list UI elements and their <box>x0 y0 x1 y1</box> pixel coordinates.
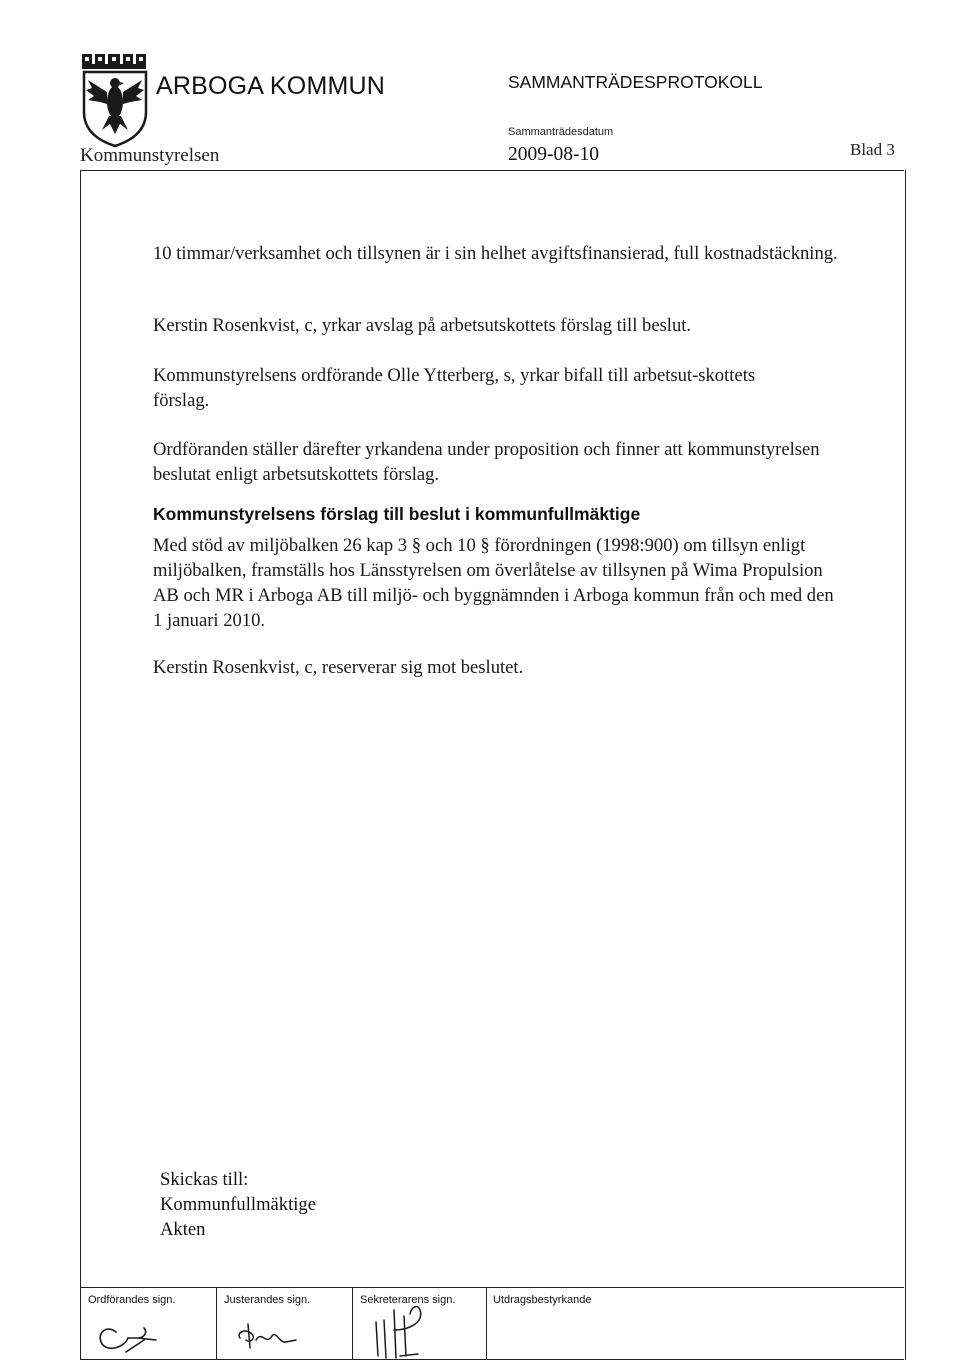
distribution-list <box>160 1167 316 1242</box>
footer-column-divider <box>486 1288 487 1360</box>
distribution-label: Skickas till: <box>160 1169 249 1190</box>
chairman-signature <box>86 1310 186 1354</box>
distribution-recipient: Kommunfullmäktige <box>160 1194 316 1215</box>
paragraph-proposition: Ordföranden ställer därefter yrkandena under proposition och finner att kommunstyrelsen beslutat enligt arbetsutskottets förslag. <box>153 439 820 485</box>
section-heading: Kommunstyrelsens förslag till beslut i kommunfullmäktige <box>153 504 641 524</box>
secretary-signature <box>360 1300 460 1360</box>
paragraph-chairman-motion: Kommunstyrelsens ordförande Olle Ytterberg, s, yrkar bifall till arbetsut-skottets förslag. <box>153 365 756 411</box>
footer-column-divider <box>352 1288 353 1360</box>
footer-bottom-border <box>80 1359 904 1360</box>
coat-of-arms-icon <box>80 52 150 148</box>
secretary-sign-label: Sekreterarens sign. <box>360 1294 456 1306</box>
meeting-date-label: Sammanträdesdatum <box>508 126 614 138</box>
adjuster-sign-label: Justerandes sign. <box>224 1294 311 1306</box>
page-number: Blad 3 <box>850 140 895 159</box>
paragraph-decision: Med stöd av miljöbalken 26 kap 3 § och 10 § förordningen (1998:900) om tillsyn enligt miljöbalken, framställs hos Länsstyrelsen om överlåtelse av tillsynen på Wima Propulsion AB och MR i Arboga AB till miljö- och byggnämnden i Arboga kommun från och med den 1 januari 2010. <box>153 535 834 631</box>
organization-name: ARBOGA KOMMUN <box>156 72 386 100</box>
distribution-recipient: Akten <box>160 1219 206 1240</box>
meeting-date: 2009-08-10 <box>508 144 599 165</box>
footer-column-divider <box>216 1288 217 1360</box>
certification-label: Utdragsbestyrkande <box>493 1294 592 1306</box>
paragraph-rosenkvist-motion: Kerstin Rosenkvist, c, yrkar avslag på arbetsutskottets förslag till beslut. <box>153 315 692 336</box>
document-type: SAMMANTRÄDESPROTOKOLL <box>508 72 763 92</box>
paragraph-fee-financing: 10 timmar/verksamhet och tillsynen är i sin helhet avgiftsfinansierad, full kostnadstäckning. <box>153 243 838 264</box>
chairman-sign-label: Ordförandes sign. <box>88 1294 176 1306</box>
adjuster-signature <box>226 1318 316 1352</box>
paragraph-reservation: Kerstin Rosenkvist, c, reserverar sig mot beslutet. <box>153 657 524 678</box>
footer-divider <box>80 1287 904 1288</box>
board-name: Kommunstyrelsen <box>80 145 220 166</box>
